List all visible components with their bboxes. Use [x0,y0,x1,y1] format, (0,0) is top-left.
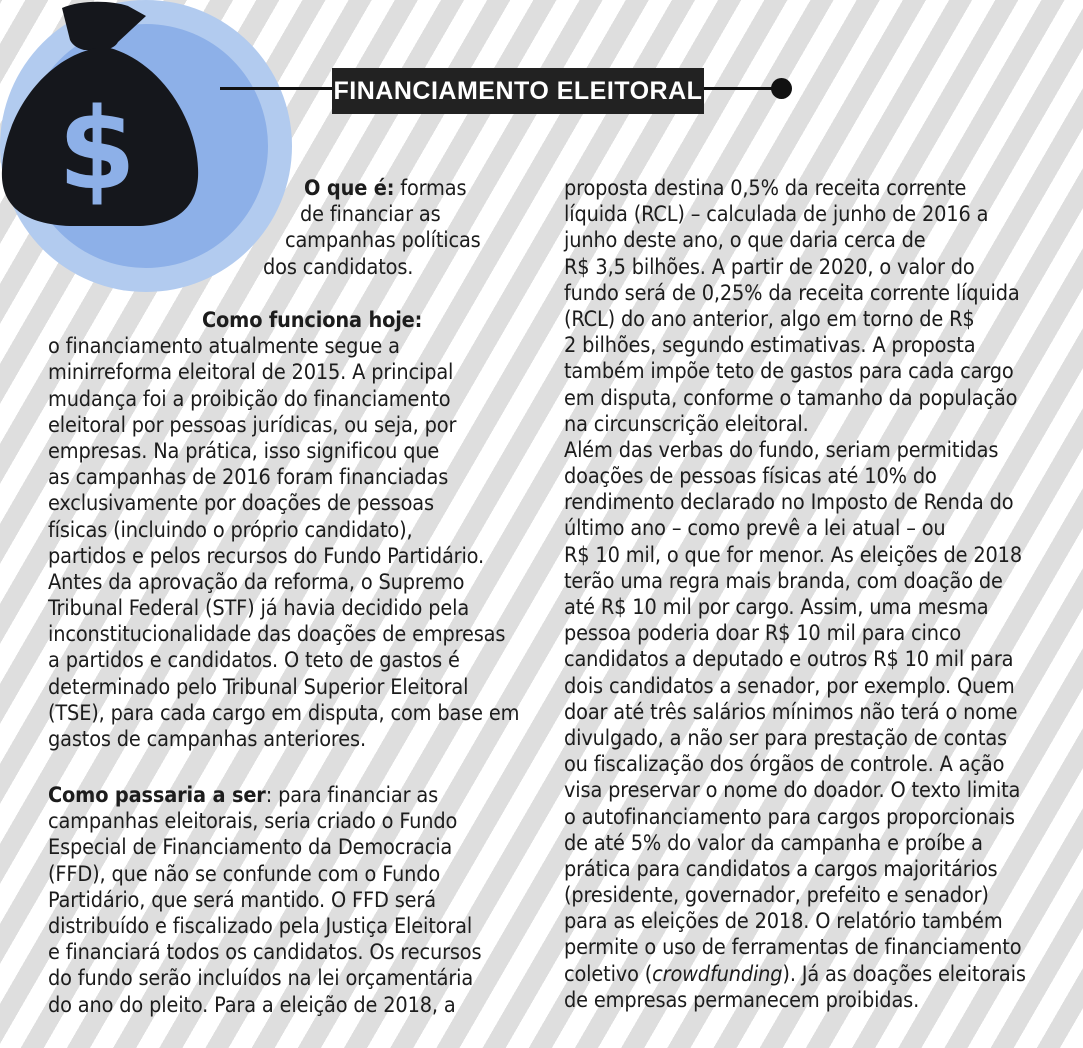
paragraph-line: físicas (incluindo o próprio candidato), [48,517,413,543]
paragraph-line: também impõe teto de gastos para cada cargo [564,359,1014,385]
paragraph-line: até R$ 10 mil por cargo. Assim, uma mesma [564,595,989,620]
paragraph-line: do fundo serão incluídos na lei orçamentária [48,966,474,992]
paragraph-line: líquida (RCL) – calculada de junho de 2016 a [564,202,989,228]
paragraph-line: exclusivamente por doações de pessoas [48,491,434,517]
paragraph-line: para as eleições de 2018. O relatório também [564,909,1003,935]
paragraph-line: coletivo (crowdfunding). Já as doações eleitorais [564,961,1026,987]
title-rule-dot [771,78,792,99]
paragraph-line: minirreforma eleitoral de 2015. A principal [48,360,454,386]
paragraph-line: o autofinanciamento para cargos proporcionais [564,804,1015,830]
paragraph-line: proposta destina 0,5% da receita corrente [564,176,967,201]
paragraph-line: de até 5% do valor da campanha e proíbe a [564,830,983,856]
paragraph-line: (FFD), que não se confunde com o Fundo [48,861,441,887]
paragraph-line: gastos de campanhas anteriores. [48,727,366,752]
paragraph-line: mudança foi a proibição do financiamento [48,386,451,412]
paragraph-line: doar até três salários mínimos não terá o nome [564,699,1018,725]
paragraph-line: (presidente, governador, prefeito e senador) [564,883,989,909]
paragraph-line: prática para candidatos a cargos majoritários [564,856,998,882]
paragraph-line: 2 bilhões, segundo estimativas. A proposta [564,333,976,359]
paragraph-line: R$ 3,5 bilhões. A partir de 2020, o valor do [564,254,975,280]
paragraph-line: distribuído e fiscalizado pela Justiça Eleitoral [48,913,473,939]
paragraph-line: campanhas eleitorais, seria criado o Fundo [48,809,458,835]
paragraph-line: as campanhas de 2016 foram financiadas [48,465,449,491]
paragraph-line: empresas. Na prática, isso significou que [48,438,440,464]
paragraph-line: inconstitucionalidade das doações de empresas [48,622,506,648]
how-it-would-be-label: Como passaria a ser [48,783,266,808]
how-it-works-label: Como funciona hoje: [202,308,423,333]
paragraph-line: candidatos a deputado e outros R$ 10 mil para [564,647,1014,673]
paragraph-line: permite o uso de ferramentas de financiamento [564,935,1022,961]
paragraph-line: visa preservar o nome do doador. O texto limita [564,778,1021,804]
paragraph-line: doações de pessoas físicas até 10% do [564,464,937,490]
paragraph-line: último ano – como prevê a lei atual – ou [564,516,946,542]
paragraph-line: R$ 10 mil, o que for menor. As eleições de 2018 [564,542,1022,568]
paragraph-line: e financiará todos os candidatos. Os recursos [48,940,482,966]
how-it-works-block [48,308,519,753]
what-is-block: O que é: formas de financiar as campanhas políticas dos candidatos. [263,176,481,280]
paragraph-line: (TSE), para cada cargo em disputa, com base em [48,700,520,726]
paragraph-line: Partidário, que será mantido. O FFD será [48,887,436,913]
right-column [564,176,1026,1014]
paragraph-line: terão uma regra mais branda, com doação de [564,568,1003,594]
crowdfunding-term: crowdfunding [652,961,783,987]
what-is-label: O que é: [304,176,395,201]
paragraph-line: (RCL) do ano anterior, algo em torno de R$ [564,306,975,332]
paragraph-line: divulgado, a não ser para prestação de contas [564,725,1007,751]
paragraph-line: junho deste ano, o que daria cerca de [564,228,926,254]
paragraph-line: ou fiscalização dos órgãos de controle. A ação [564,752,1005,778]
paragraph-line: Além das verbas do fundo, seriam permitidas [564,437,999,463]
paragraph-line: a partidos e candidatos. O teto de gastos é [48,648,460,674]
paragraph-line: determinado pelo Tribunal Superior Eleitoral [48,674,469,700]
page-title: FINANCIAMENTO ELEITORAL [332,68,704,114]
paragraph-line: partidos e pelos recursos do Fundo Partidário. [48,543,484,569]
paragraph-line: Antes da aprovação da reforma, o Supremo [48,569,465,595]
paragraph-line: fundo será de 0,25% da receita corrente líquida [564,280,1020,306]
dollar-sign: $ [58,85,136,215]
paragraph-line: pessoa poderia doar R$ 10 mil para cinco [564,621,962,647]
paragraph-line: rendimento declarado no Imposto de Renda do [564,490,1014,516]
paragraph-line: o financiamento atualmente segue a [48,334,400,360]
paragraph-line: do ano do pleito. Para a eleição de 2018, a [48,992,456,1018]
paragraph-line: Tribunal Federal (STF) já havia decidido pela [48,596,470,622]
how-it-would-be-block: Como passaria a ser: para financiar as campanhas eleitorais, seria criado o Fundo Especial de Financiamento da Democracia (FFD), que não se confunde com o Fundo Partidário, que será mantido. O FFD será distribuído e fiscalizado pela Justiça Eleitoral e financiará todos os candidatos. Os recursos do fundo serão incluídos na lei orçamentária do ano do pleito. Para a eleição de 2018, a [48,783,482,1018]
paragraph-line: de empresas permanecem proibidas. [564,987,920,1013]
paragraph-line: na circunscrição eleitoral. [564,411,809,437]
paragraph-line: Especial de Financiamento da Democracia [48,835,453,861]
paragraph-line: eleitoral por pessoas jurídicas, ou seja, por [48,412,457,438]
paragraph-line: em disputa, conforme o tamanho da população [564,385,1018,411]
paragraph-line: dois candidatos a senador, por exemplo. Quem [564,673,1015,699]
